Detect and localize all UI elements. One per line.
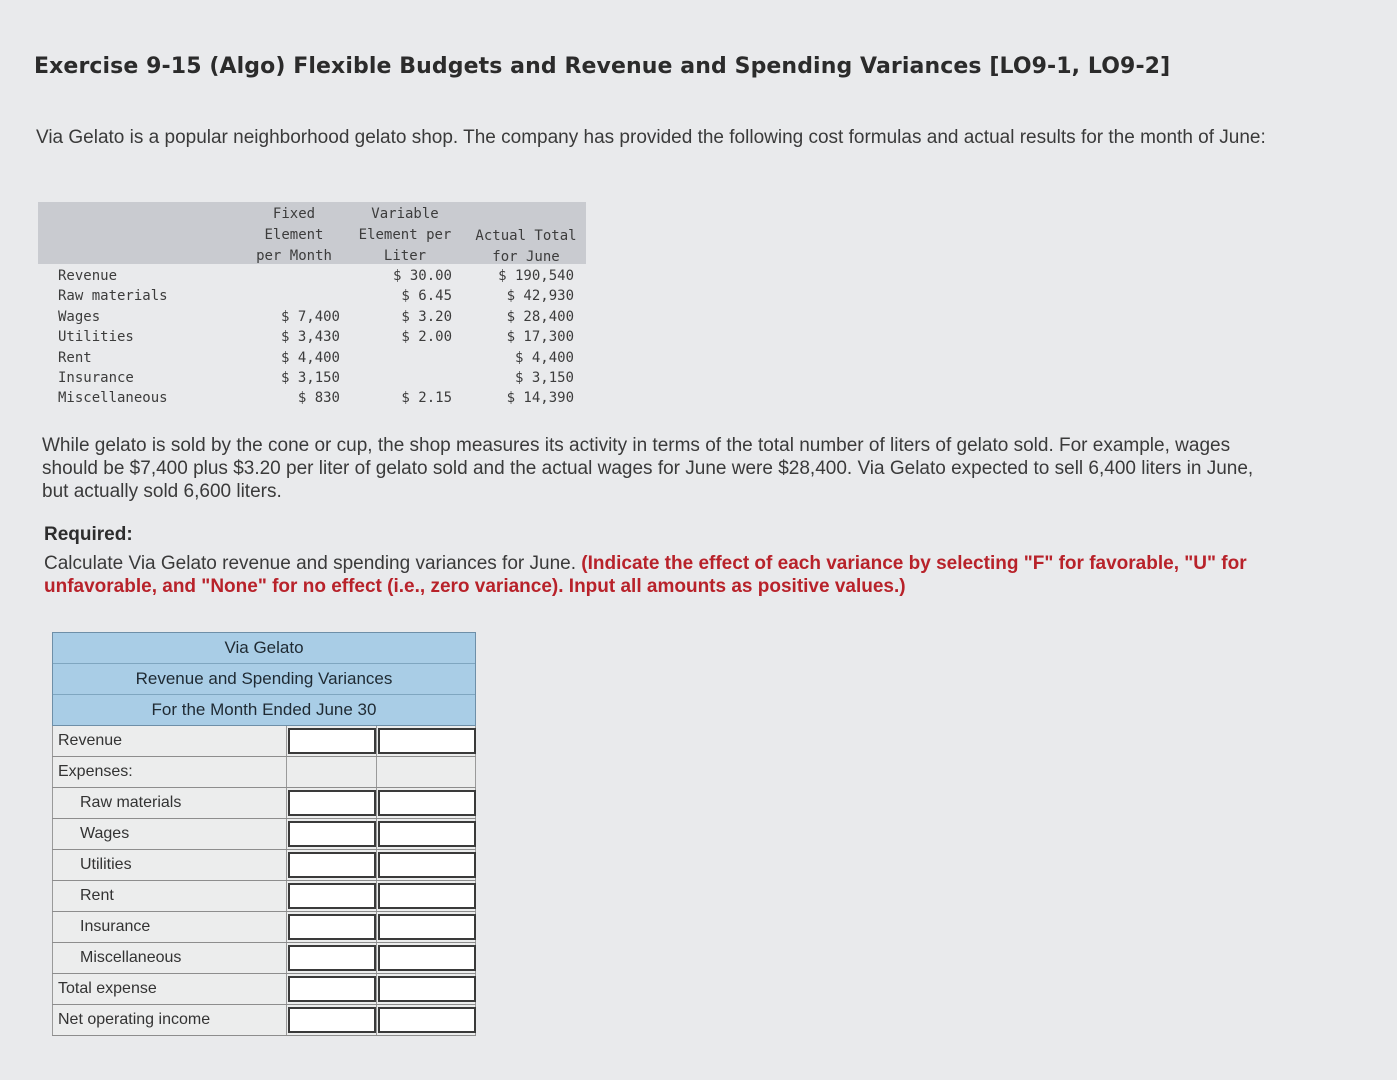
answer-row-label: Utilities	[80, 856, 132, 873]
table-divider	[286, 788, 287, 818]
cost-row-label: Wages	[58, 308, 101, 325]
answer-row-label: Wages	[80, 825, 130, 842]
cost-row-actual: $ 4,400	[514, 349, 574, 366]
answer-row	[52, 819, 476, 850]
cost-table-body	[38, 264, 586, 407]
variance-amount-input[interactable]	[378, 883, 476, 909]
cost-row-label: Raw materials	[58, 288, 168, 305]
required-text	[44, 552, 1274, 598]
table-divider	[286, 850, 287, 880]
cost-formula-table	[38, 202, 586, 407]
cost-row	[38, 368, 586, 388]
answer-row	[52, 757, 476, 788]
cost-row	[38, 327, 586, 347]
answer-row-label: Miscellaneous	[80, 949, 182, 966]
cost-row	[38, 388, 586, 408]
table-divider	[376, 881, 377, 911]
cost-row-actual: $ 17,300	[506, 329, 574, 346]
table-divider	[376, 726, 377, 756]
cost-row-fixed: $ 3,430	[280, 329, 340, 346]
table-divider	[52, 757, 53, 787]
cost-row	[38, 286, 586, 306]
table-divider	[286, 943, 287, 973]
table-divider	[52, 850, 53, 880]
variance-answer-table	[52, 632, 476, 1036]
table-divider	[52, 788, 53, 818]
answer-row-label: Net operating income	[58, 1011, 211, 1028]
answer-row	[52, 912, 476, 943]
variance-effect-select[interactable]	[288, 883, 376, 909]
answer-row	[52, 726, 476, 757]
report-title: Revenue and Spending Variances	[53, 664, 475, 695]
variance-amount-input[interactable]	[378, 945, 476, 971]
answer-row	[52, 788, 476, 819]
variance-effect-select[interactable]	[288, 821, 376, 847]
variance-amount-input[interactable]	[378, 790, 476, 816]
variance-amount-input[interactable]	[378, 821, 476, 847]
answer-row	[52, 850, 476, 881]
cost-row-label: Utilities	[58, 329, 134, 346]
variance-effect-select[interactable]	[288, 1007, 376, 1033]
answer-row-label: Raw materials	[80, 794, 182, 811]
variance-amount-input[interactable]	[378, 1007, 476, 1033]
exercise-title: Exercise 9-15 (Algo) Flexible Budgets and Revenue and Spending Variances [LO9-1, LO9-2]	[34, 54, 1171, 79]
table-divider	[376, 943, 377, 973]
cost-row-variable: $ 30.00	[392, 268, 452, 284]
answer-row-label: Revenue	[58, 732, 123, 749]
answer-table-body	[52, 726, 476, 1036]
table-divider	[52, 881, 53, 911]
table-divider	[376, 850, 377, 880]
fixed-element-header: Fixed Element per Month	[256, 206, 332, 264]
cost-row-fixed: $ 3,150	[280, 370, 340, 386]
cost-row	[38, 348, 586, 368]
required-task: Calculate Via Gelato revenue and spending variances for June.	[44, 553, 576, 574]
table-divider	[52, 912, 53, 942]
table-divider	[52, 974, 53, 1004]
cost-row-fixed: $ 830	[297, 390, 340, 407]
table-divider	[376, 788, 377, 818]
table-divider	[52, 943, 53, 973]
table-divider	[286, 1005, 287, 1035]
report-period: For the Month Ended June 30	[151, 700, 377, 719]
intro-text: Via Gelato is a popular neighborhood gelato shop. The company has provided the following cost formulas and actual results for the month of June:	[36, 127, 1266, 148]
cost-row-actual: $ 28,400	[506, 308, 574, 325]
cost-row-variable: $ 2.15	[401, 390, 452, 407]
variance-effect-select[interactable]	[288, 728, 376, 754]
cost-row-variable: $ 3.20	[401, 308, 452, 325]
variance-effect-select[interactable]	[288, 976, 376, 1002]
variance-amount-input[interactable]	[378, 728, 476, 754]
cost-row-actual: $ 14,390	[506, 390, 574, 407]
required-heading: Required:	[44, 524, 133, 545]
variance-effect-select[interactable]	[288, 790, 376, 816]
table-divider	[286, 881, 287, 911]
actual-total-header: Actual Total for June	[475, 228, 577, 265]
table-divider	[52, 1005, 53, 1035]
answer-row-label: Rent	[80, 887, 114, 904]
required-instruction: (Indicate the effect of each variance by selecting "F" for favorable, "U" for unfavorable, and "None" for no effect (i.e., zero variance). Input all amounts as positive values.)	[44, 553, 1247, 597]
table-divider	[376, 819, 377, 849]
cost-row	[38, 307, 586, 327]
answer-row-label: Insurance	[80, 918, 151, 935]
variance-amount-input[interactable]	[378, 852, 476, 878]
variance-amount-input[interactable]	[378, 976, 476, 1002]
cost-row-variable: $ 6.45	[401, 288, 452, 305]
table-divider	[52, 726, 53, 756]
answer-row	[52, 943, 476, 974]
table-divider	[286, 757, 287, 787]
answer-row	[52, 974, 476, 1005]
cost-row-variable: $ 2.00	[401, 329, 452, 346]
answer-row	[52, 1005, 476, 1036]
company-name: Via Gelato	[53, 633, 475, 664]
cost-row-fixed: $ 7,400	[280, 308, 340, 325]
table-divider	[286, 974, 287, 1004]
cost-row-label: Rent	[58, 349, 92, 366]
answer-row-label: Total expense	[58, 980, 157, 997]
table-divider	[286, 819, 287, 849]
activity-paragraph: While gelato is sold by the cone or cup, the shop measures its activity in terms of the total number of liters of gelato sold. For example, wages should be $7,400 plus $3.20 per liter of gelato sold and the actual wages for June were $28,400. Via Gelato expected to sell 6,400 liters in June, but actually sold 6,600 liters.	[42, 435, 1254, 502]
cost-row-fixed: $ 4,400	[280, 349, 340, 366]
table-divider	[376, 912, 377, 942]
cost-row-label: Revenue	[58, 268, 118, 284]
variable-element-header: Variable Element per Liter	[358, 206, 452, 264]
table-divider	[286, 912, 287, 942]
cost-row-label: Miscellaneous	[58, 390, 168, 407]
cost-row-actual: $ 190,540	[498, 268, 574, 284]
table-divider	[376, 974, 377, 1004]
cost-row-actual: $ 3,150	[514, 370, 574, 386]
cost-row	[38, 266, 586, 286]
table-divider	[475, 757, 476, 787]
table-divider	[376, 1005, 377, 1035]
cost-table-header	[38, 202, 586, 264]
table-divider	[286, 726, 287, 756]
answer-row-label: Expenses:	[58, 763, 133, 780]
answer-table-header	[52, 632, 476, 726]
variance-amount-input[interactable]	[378, 914, 476, 940]
table-divider	[52, 819, 53, 849]
variance-effect-select[interactable]	[288, 945, 376, 971]
answer-row	[52, 881, 476, 912]
variance-effect-select[interactable]	[288, 852, 376, 878]
variance-effect-select[interactable]	[288, 914, 376, 940]
cost-row-label: Insurance	[58, 370, 134, 386]
table-divider	[376, 757, 377, 787]
cost-row-actual: $ 42,930	[506, 288, 574, 305]
